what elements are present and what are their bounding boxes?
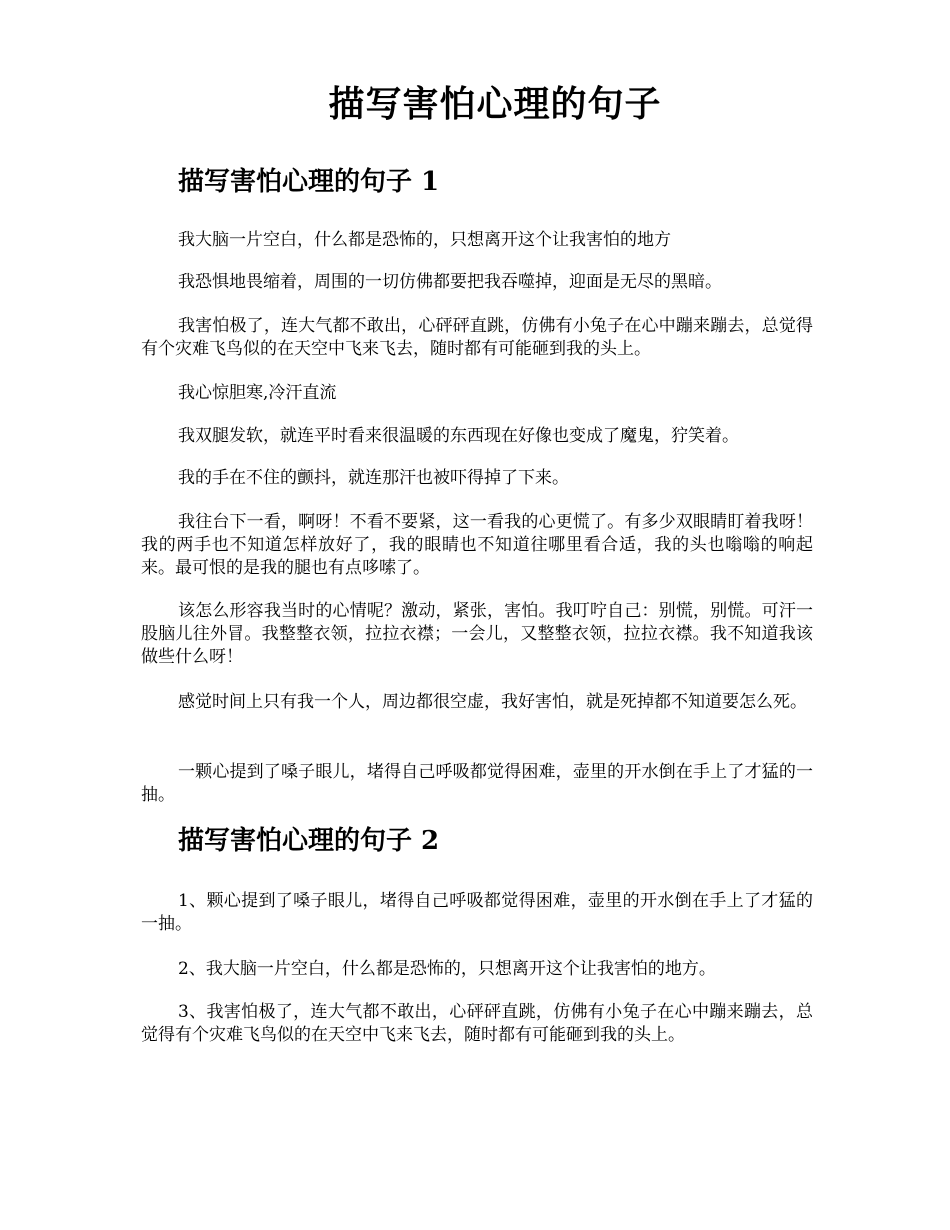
paragraph: 一颗心提到了嗓子眼儿，堵得自己呼吸都觉得困难，壶里的开水倒在手上了才猛的一抽。 — [141, 762, 813, 805]
document-title: 描写害怕心理的句子 — [328, 83, 662, 125]
paragraph: 我害怕极了，连大气都不敢出，心砰砰直跳，仿佛有小兔子在心中蹦来蹦去，总觉得有个灾难飞鸟似的在天空中飞来飞去，随时都有可能砸到我的头上。 — [141, 316, 813, 359]
paragraph: 我大脑一片空白，什么都是恐怖的，只想离开这个让我害怕的地方 — [178, 230, 671, 250]
paragraph: 我心惊胆寒,冷汗直流 — [178, 383, 337, 403]
section-heading-1: 描写害怕心理的句子 1 — [178, 167, 440, 197]
paragraph: 我往台下一看，啊呀！不看不要紧，这一看我的心更慌了。有多少双眼睛盯着我呀！我的两手也不知道怎样放好了，我的眼睛也不知道往哪里看合适，我的头也嗡嗡的响起来。最可恨的是我的腿也有点哆嗦了。 — [141, 512, 813, 578]
paragraph: 3、我害怕极了，连大气都不敢出，心砰砰直跳，仿佛有小兔子在心中蹦来蹦去，总觉得有个灾难飞鸟似的在天空中飞来飞去，随时都有可能砸到我的头上。 — [141, 1002, 813, 1045]
paragraph: 1、颗心提到了嗓子眼儿，堵得自己呼吸都觉得困难，壶里的开水倒在手上了才猛的一抽。 — [141, 891, 813, 934]
section-heading-2: 描写害怕心理的句子 2 — [178, 826, 440, 856]
paragraph: 我双腿发软，就连平时看来很温暖的东西现在好像也变成了魔鬼，狞笑着。 — [178, 426, 739, 446]
paragraph: 感觉时间上只有我一个人，周边都很空虚，我好害怕，就是死掉都不知道要怎么死。 — [178, 692, 807, 712]
paragraph: 我恐惧地畏缩着，周围的一切仿佛都要把我吞噬掉，迎面是无尽的黑暗。 — [178, 272, 722, 292]
paragraph: 2、我大脑一片空白，什么都是恐怖的，只想离开这个让我害怕的地方。 — [178, 959, 716, 979]
paragraph: 该怎么形容我当时的心情呢？激动，紧张，害怕。我叮咛自己：别慌，别慌。可汗一股脑儿往外冒。我整整衣领，拉拉衣襟；一会儿，又整整衣领，拉拉衣襟。我不知道我该做些什么呀！ — [141, 601, 813, 667]
paragraph: 我的手在不住的颤抖，就连那汗也被吓得掉了下来。 — [178, 468, 569, 488]
